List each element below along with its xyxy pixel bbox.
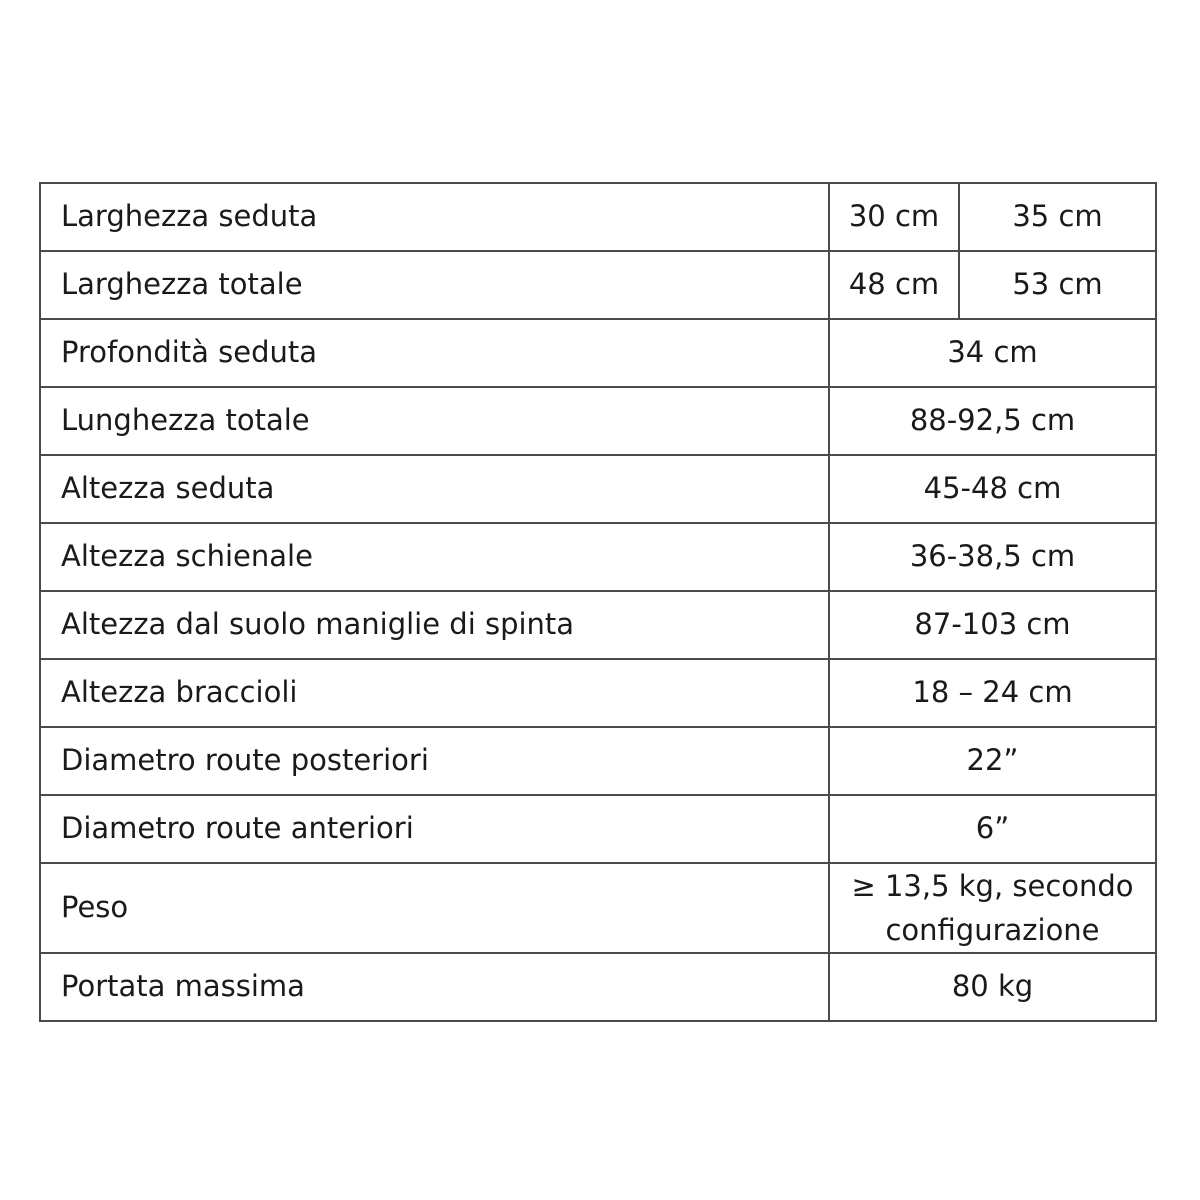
- spec-label: Altezza dal suolo maniglie di spinta: [40, 591, 829, 659]
- table-row: [40, 953, 1156, 1021]
- spec-value: 30 cm: [829, 183, 959, 251]
- spec-value: 45-48 cm: [829, 455, 1156, 523]
- table-row: [40, 727, 1156, 795]
- table-row: [40, 455, 1156, 523]
- table-row: [40, 251, 1156, 319]
- spec-value-line: configurazione: [885, 913, 1100, 947]
- spec-value: 18 – 24 cm: [829, 659, 1156, 727]
- spec-label: Portata massima: [40, 953, 829, 1021]
- spec-value: 80 kg: [829, 953, 1156, 1021]
- spec-value: [829, 863, 1156, 953]
- spec-value: 36-38,5 cm: [829, 523, 1156, 591]
- spec-value: 53 cm: [959, 251, 1156, 319]
- spec-value: 6”: [829, 795, 1156, 863]
- table-row: [40, 319, 1156, 387]
- spec-label: Altezza seduta: [40, 455, 829, 523]
- table-row: [40, 863, 1156, 953]
- spec-table: [39, 182, 1157, 1022]
- table-row: [40, 795, 1156, 863]
- table-row: [40, 591, 1156, 659]
- spec-label: Larghezza totale: [40, 251, 829, 319]
- table-row: [40, 183, 1156, 251]
- spec-value: 34 cm: [829, 319, 1156, 387]
- table-row: [40, 523, 1156, 591]
- table-row: [40, 659, 1156, 727]
- table-row: [40, 387, 1156, 455]
- spec-label: Altezza schienale: [40, 523, 829, 591]
- spec-value-line: ≥ 13,5 kg, secondo: [851, 869, 1134, 903]
- spec-label: Diametro route posteriori: [40, 727, 829, 795]
- spec-value: 87-103 cm: [829, 591, 1156, 659]
- spec-label: Larghezza seduta: [40, 183, 829, 251]
- spec-value: 22”: [829, 727, 1156, 795]
- spec-label: Lunghezza totale: [40, 387, 829, 455]
- spec-value: 48 cm: [829, 251, 959, 319]
- spec-label: Diametro route anteriori: [40, 795, 829, 863]
- spec-value: 35 cm: [959, 183, 1156, 251]
- spec-label: Altezza braccioli: [40, 659, 829, 727]
- spec-value: 88-92,5 cm: [829, 387, 1156, 455]
- spec-label: Profondità seduta: [40, 319, 829, 387]
- spec-label: Peso: [40, 863, 829, 953]
